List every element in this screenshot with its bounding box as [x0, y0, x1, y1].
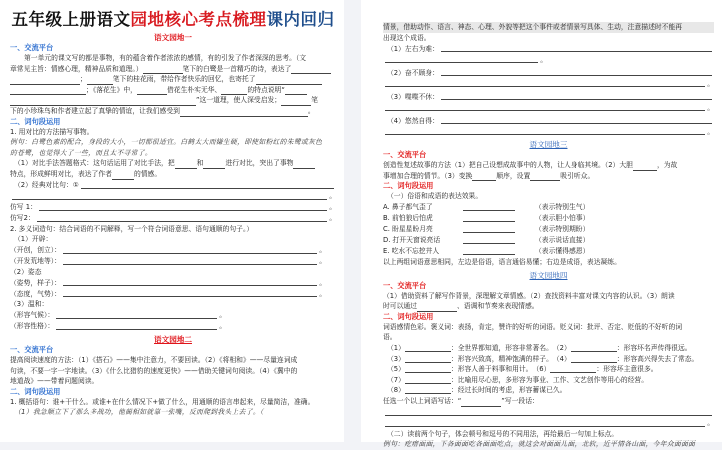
text: 进行对比，突出了事物: [225, 159, 294, 168]
blank[interactable]: [463, 213, 515, 222]
blank[interactable]: [281, 97, 311, 106]
q2-2b: （态度，气势）： 。: [10, 289, 326, 298]
proverb-row: [383, 246, 714, 257]
answer-row: 。: [383, 54, 547, 65]
blank[interactable]: [180, 108, 308, 117]
page-gap: [344, 0, 361, 442]
answer-line[interactable]: [385, 54, 538, 63]
word-pair-row: [383, 364, 714, 375]
text: 借花生朴实无华、: [166, 85, 222, 94]
answer-row: 。: [383, 126, 714, 137]
proverb-row: [383, 202, 714, 213]
text: （1）对比手法答题格式：这句话运用了对比手法，把: [14, 159, 175, 168]
word-row: [383, 385, 714, 396]
text: 、语调和节奏来表现情感。: [456, 302, 539, 311]
q2-1b: （开发荒地等）： 。: [10, 257, 326, 266]
blank[interactable]: [10, 86, 86, 95]
paragraph: [383, 301, 714, 312]
text: （开发荒地等）：: [10, 257, 61, 266]
blank[interactable]: [112, 171, 134, 180]
blank[interactable]: [87, 76, 113, 85]
answer-line[interactable]: [81, 180, 334, 189]
word-pair-row: [383, 343, 714, 354]
blank[interactable]: [463, 202, 515, 211]
q2-3a: （形容气候）： 。: [10, 311, 226, 320]
text: ”写一段话：: [501, 396, 539, 405]
blank[interactable]: [143, 65, 183, 74]
proverb: A. 鼻子都气歪了: [383, 202, 433, 211]
unit2-sec1-title: 一、交流平台: [10, 344, 54, 354]
text: 事增加合理的情节。（3）变换: [383, 171, 473, 180]
blank[interactable]: [417, 303, 457, 312]
unit3-sec1-title: 一、交流平台: [383, 150, 427, 160]
text: 的情感。: [133, 169, 162, 178]
answer-row: 。: [383, 78, 714, 89]
blank[interactable]: [175, 160, 197, 169]
text: ：形容坏主意很多。: [596, 365, 658, 374]
question-1: 1. 用对比的方法描写事物。: [10, 127, 94, 136]
imitate-2: 仿写2： 。: [10, 213, 336, 222]
answer-line[interactable]: [63, 277, 317, 286]
text: 下的小珍珠鸟和作者建立起了真挚的情谊，让我们感受到: [10, 106, 180, 115]
paragraph: 第一单元的课文写的都是事物，有的蕴含着作者浓浓的感情，有的引发了作者深深的思考。（文: [24, 54, 307, 62]
paragraph: 语。: [383, 333, 397, 342]
subsection-2: （二）读前两个句子，体会顿号和逗号的不同用法，再给最后一句加上标点。: [387, 429, 619, 438]
proverb-meaning: （表示特别期盼）: [535, 224, 590, 233]
text: （开创，创立）：: [10, 246, 61, 255]
blank[interactable]: [203, 160, 225, 169]
paragraph: [10, 95, 336, 106]
text: ：比喻用尽心思，多形容为事业、工作、文艺创作等用心的经营。: [450, 375, 649, 384]
answer-line[interactable]: [441, 43, 712, 52]
blank[interactable]: [221, 86, 247, 95]
proverb-row: [383, 224, 714, 235]
text: ：全世界都知道，形容非常著名。: [450, 343, 553, 352]
text: （4）悠然自得：: [387, 116, 439, 125]
answer-line[interactable]: [63, 256, 317, 265]
answer-line[interactable]: [385, 126, 705, 135]
text: 的特点说明“: [247, 85, 285, 94]
question-1-1: （1）我急顺立下了那么多战功，他蔺相如就靠一张嘴，反而爬到我头上去了。（: [14, 408, 264, 417]
blank[interactable]: [137, 86, 167, 95]
unit4-sec2-title: 二、词句段运用: [383, 311, 434, 321]
answer-row: 。: [383, 418, 714, 429]
question-2-1: （1）开辟：: [14, 235, 53, 244]
document-page-right: [361, 0, 722, 449]
text: （8）: [387, 386, 405, 395]
question-2: 2. 多义词造句：结合词语的不同解释，写一个符合词语意思、语句通顺的句子。）: [10, 224, 254, 233]
document-title: [10, 10, 336, 30]
unit3-heading: 语文园地三: [529, 140, 568, 150]
answer-row: [383, 407, 714, 418]
text: 特点，形成鲜明对比，表达了作者: [10, 169, 112, 178]
blank[interactable]: [10, 76, 80, 85]
paragraph: （1）借助资料了解写作背景，深理解文章情感。（2）查找资料丰富对课文内容的认识。（3）朗读: [383, 291, 675, 300]
text: ：形容兴致高，精神饱满的样子。: [450, 354, 553, 363]
text: 任选一个以上词语写话：“: [383, 396, 462, 405]
blank[interactable]: [256, 76, 322, 85]
text: 和: [196, 159, 204, 168]
text: 章常见主旨：情感心理，精神品质和道理。）: [10, 64, 143, 73]
text: （形容性格）：: [10, 322, 55, 331]
paragraph: 句读，不要一字一字地读。（3）《什么比猎豹的速度更快》——借助关键词句阅读。（4）《冀中的: [10, 366, 298, 375]
answer-line[interactable]: [56, 321, 217, 330]
blank[interactable]: [463, 246, 515, 255]
proverb: E. 吃水不忘挖井人: [383, 246, 440, 255]
text: ：形容坏名声传得很远。: [616, 343, 692, 352]
text: 顺序，设置: [496, 171, 531, 180]
answer-line[interactable]: [63, 245, 317, 254]
paragraph: 提高阅读速度的方法：（1）《搭石》——集中注意力，不要回读。（2）《将相和》——尽量连词成: [10, 355, 298, 364]
answer-line[interactable]: [56, 310, 217, 319]
question-1-1-cont: [10, 169, 336, 180]
text: 仿写 1：: [10, 202, 37, 211]
text: ”这一道理，使人深受启发；: [196, 96, 282, 105]
text: （1）: [387, 343, 405, 352]
unit4-sec1-title: 一、交流平台: [383, 280, 427, 290]
idiom-3: [383, 91, 714, 102]
text: ：经过长时间的考虑，形容蓄谋已久。: [450, 386, 567, 395]
subsection-1: （一）俗语和成语的表达效果。: [387, 192, 483, 201]
paragraph: 地道战》——带着问题阅读。: [10, 377, 99, 386]
blank[interactable]: [405, 364, 451, 373]
answer-line[interactable]: [385, 418, 705, 427]
answer-line[interactable]: [385, 407, 712, 416]
proverb-row: [383, 235, 714, 246]
text: 时可以通过: [383, 302, 417, 311]
unit1-sec1-title: 一、交流平台: [10, 43, 54, 52]
imitate-1: 仿写 1： 。: [10, 202, 336, 211]
proverb: B. 前怕狼后怕虎: [383, 213, 433, 222]
answer-row: 。: [383, 102, 714, 113]
answer-line[interactable]: [441, 67, 712, 76]
unit4-heading: 语文园地四: [529, 270, 568, 280]
answer-line[interactable]: [385, 102, 705, 111]
text: （姿势，样子）：: [10, 278, 61, 287]
paragraph: [10, 64, 336, 75]
answer-line[interactable]: [385, 78, 705, 87]
text: ；《落花生》中，: [86, 85, 137, 94]
blank[interactable]: [571, 354, 617, 363]
blank[interactable]: [285, 86, 307, 95]
blank[interactable]: [463, 224, 515, 233]
text: （2）经典对比句：①: [14, 180, 79, 189]
text: （3）: [387, 354, 405, 363]
example-sentence: 例句：白鹭色素的配合，身段的大小，一切都很适宜。白鹤太大而嫌生硬，即使如粉红的朱鹭或灰色: [10, 138, 323, 147]
proverb: C. 盼星星盼月亮: [383, 224, 433, 233]
text: （1）左右为难：: [387, 44, 439, 53]
unit1-heading: 语文园地一: [154, 33, 192, 42]
title-part-1: 五年级上册语文: [11, 10, 131, 29]
blank[interactable]: [633, 162, 657, 171]
paragraph: [383, 160, 714, 171]
proverb-meaning: （表示胆小怕事）: [535, 213, 590, 222]
title-part-3: 课内回归: [266, 10, 335, 29]
q2-1a: （开创，创立）： 。: [10, 246, 326, 255]
unit2-heading: 语文园地二: [154, 334, 192, 344]
q2-2a: （姿势，样子）： 。: [10, 278, 326, 287]
q2-3b: （形容性格）： 。: [10, 322, 226, 331]
question-2-2: （2）姿态: [10, 267, 42, 276]
choose-word-prompt: [383, 396, 714, 407]
answer-line[interactable]: [441, 91, 712, 100]
paragraph: 词语感情色彩。褒义词：表扬，肯定，赞许的好听的词语。贬义词：批评、否定、贬低的不好听的词: [383, 322, 683, 331]
text: 仿写2：: [10, 213, 35, 222]
answer-line[interactable]: [63, 288, 317, 297]
text: 笔下的桂花雨，带给作者快乐的回忆，也寄托了: [112, 75, 256, 84]
blank[interactable]: [405, 354, 451, 363]
blank[interactable]: [472, 172, 496, 181]
text: （2）奋不顾身：: [387, 68, 439, 77]
paragraph: 出现这个成语。: [383, 33, 431, 42]
text: （3）喋喋不休：: [387, 92, 439, 101]
text: ：形容高兴得失去了常态。: [616, 354, 699, 363]
blank[interactable]: [550, 364, 596, 373]
example-sentence: 例句：疙瘩面面，下各面面吃各面面吃点，就这会对面面儿面，北软，近平情各山面，今年众面面面: [383, 440, 696, 449]
question-1: 1. 概括语句：谁+干什么。或谁+在什么情况下+做了什么，用通顺的语言串起来，尽量简洁，准确。: [10, 397, 315, 406]
idiom-4: [383, 115, 714, 126]
unit3-sec2-title: 二、词句段运用: [383, 181, 434, 191]
title-part-2: 园地核心考点梳理: [130, 10, 267, 29]
answer-line[interactable]: [39, 202, 327, 211]
blank[interactable]: [571, 343, 617, 352]
proverb: D. 打开天窗说亮话: [383, 235, 441, 244]
word-pair-row: [383, 354, 714, 365]
paragraph: 情景，借助动作、语言、神态、心理、外貌等把这个事件或者情景写具体、生动，注意描述时不能再: [383, 22, 714, 33]
question-1-2: [10, 180, 336, 191]
summary: 以上两组词语意思相同，左边是俗语，语言通俗易懂；右边是成语，表达凝练。: [383, 257, 621, 266]
text: 笔: [311, 96, 318, 105]
question-1-1: [10, 158, 336, 169]
text: （4）: [552, 354, 571, 363]
idiom-2: [383, 67, 714, 78]
blank[interactable]: [405, 385, 451, 394]
text: ：形容人善于料事和用计。: [450, 365, 533, 374]
text: 吸引听众。: [560, 171, 595, 180]
proverb-meaning: （表示特别生气）: [535, 202, 590, 211]
blank[interactable]: [10, 97, 196, 106]
text: 笔下的白鹭是一首精巧的诗，表达了: [182, 64, 292, 73]
paragraph: ； 笔下的桂花雨，带给作者快乐的回忆，也寄托了: [10, 74, 336, 85]
text: （6）: [532, 365, 551, 374]
question-2-3: （3）温和：: [10, 300, 49, 309]
blank[interactable]: [461, 398, 501, 407]
text: （7）: [387, 375, 405, 384]
paragraph: [383, 171, 714, 182]
idiom-1: [383, 43, 714, 54]
text: （2）: [552, 343, 571, 352]
answer-line[interactable]: [441, 115, 712, 124]
proverb-row: [383, 213, 714, 224]
example-sentence-cont: 的苍鹭，也觉得大了一些，而且太不寻常了。: [10, 148, 152, 157]
blank[interactable]: [530, 172, 560, 181]
blank[interactable]: [463, 235, 515, 244]
unit1-sec2-title: 二、词句段运用: [10, 116, 61, 126]
text: （形容气候）：: [10, 311, 55, 320]
word-row: [383, 375, 714, 386]
paragraph: 下的小珍珠鸟和作者建立起了真挚的情谊，让我们感受到 。: [10, 106, 315, 115]
blank[interactable]: [293, 160, 315, 169]
blank[interactable]: [405, 343, 451, 352]
answer-line[interactable]: [12, 191, 327, 200]
blank[interactable]: [405, 375, 451, 384]
text: （5）: [387, 365, 405, 374]
blank[interactable]: [291, 65, 331, 74]
text: （态度，气势）：: [10, 289, 61, 298]
unit2-sec2-title: 二、词句段运用: [10, 386, 61, 396]
document-page-left: [0, 0, 344, 442]
text: 创造性复述故事的方法（1）把自己设想成故事中的人物，让人身临其境。（2）大胆: [383, 161, 633, 170]
answer-line[interactable]: [37, 213, 327, 222]
proverb-meaning: （表示懂得感恩）: [535, 246, 590, 255]
text: ，为故: [656, 161, 678, 170]
paragraph: [10, 85, 336, 96]
answer-row: 。: [10, 191, 336, 202]
proverb-meaning: （表示说话直接）: [535, 235, 590, 244]
